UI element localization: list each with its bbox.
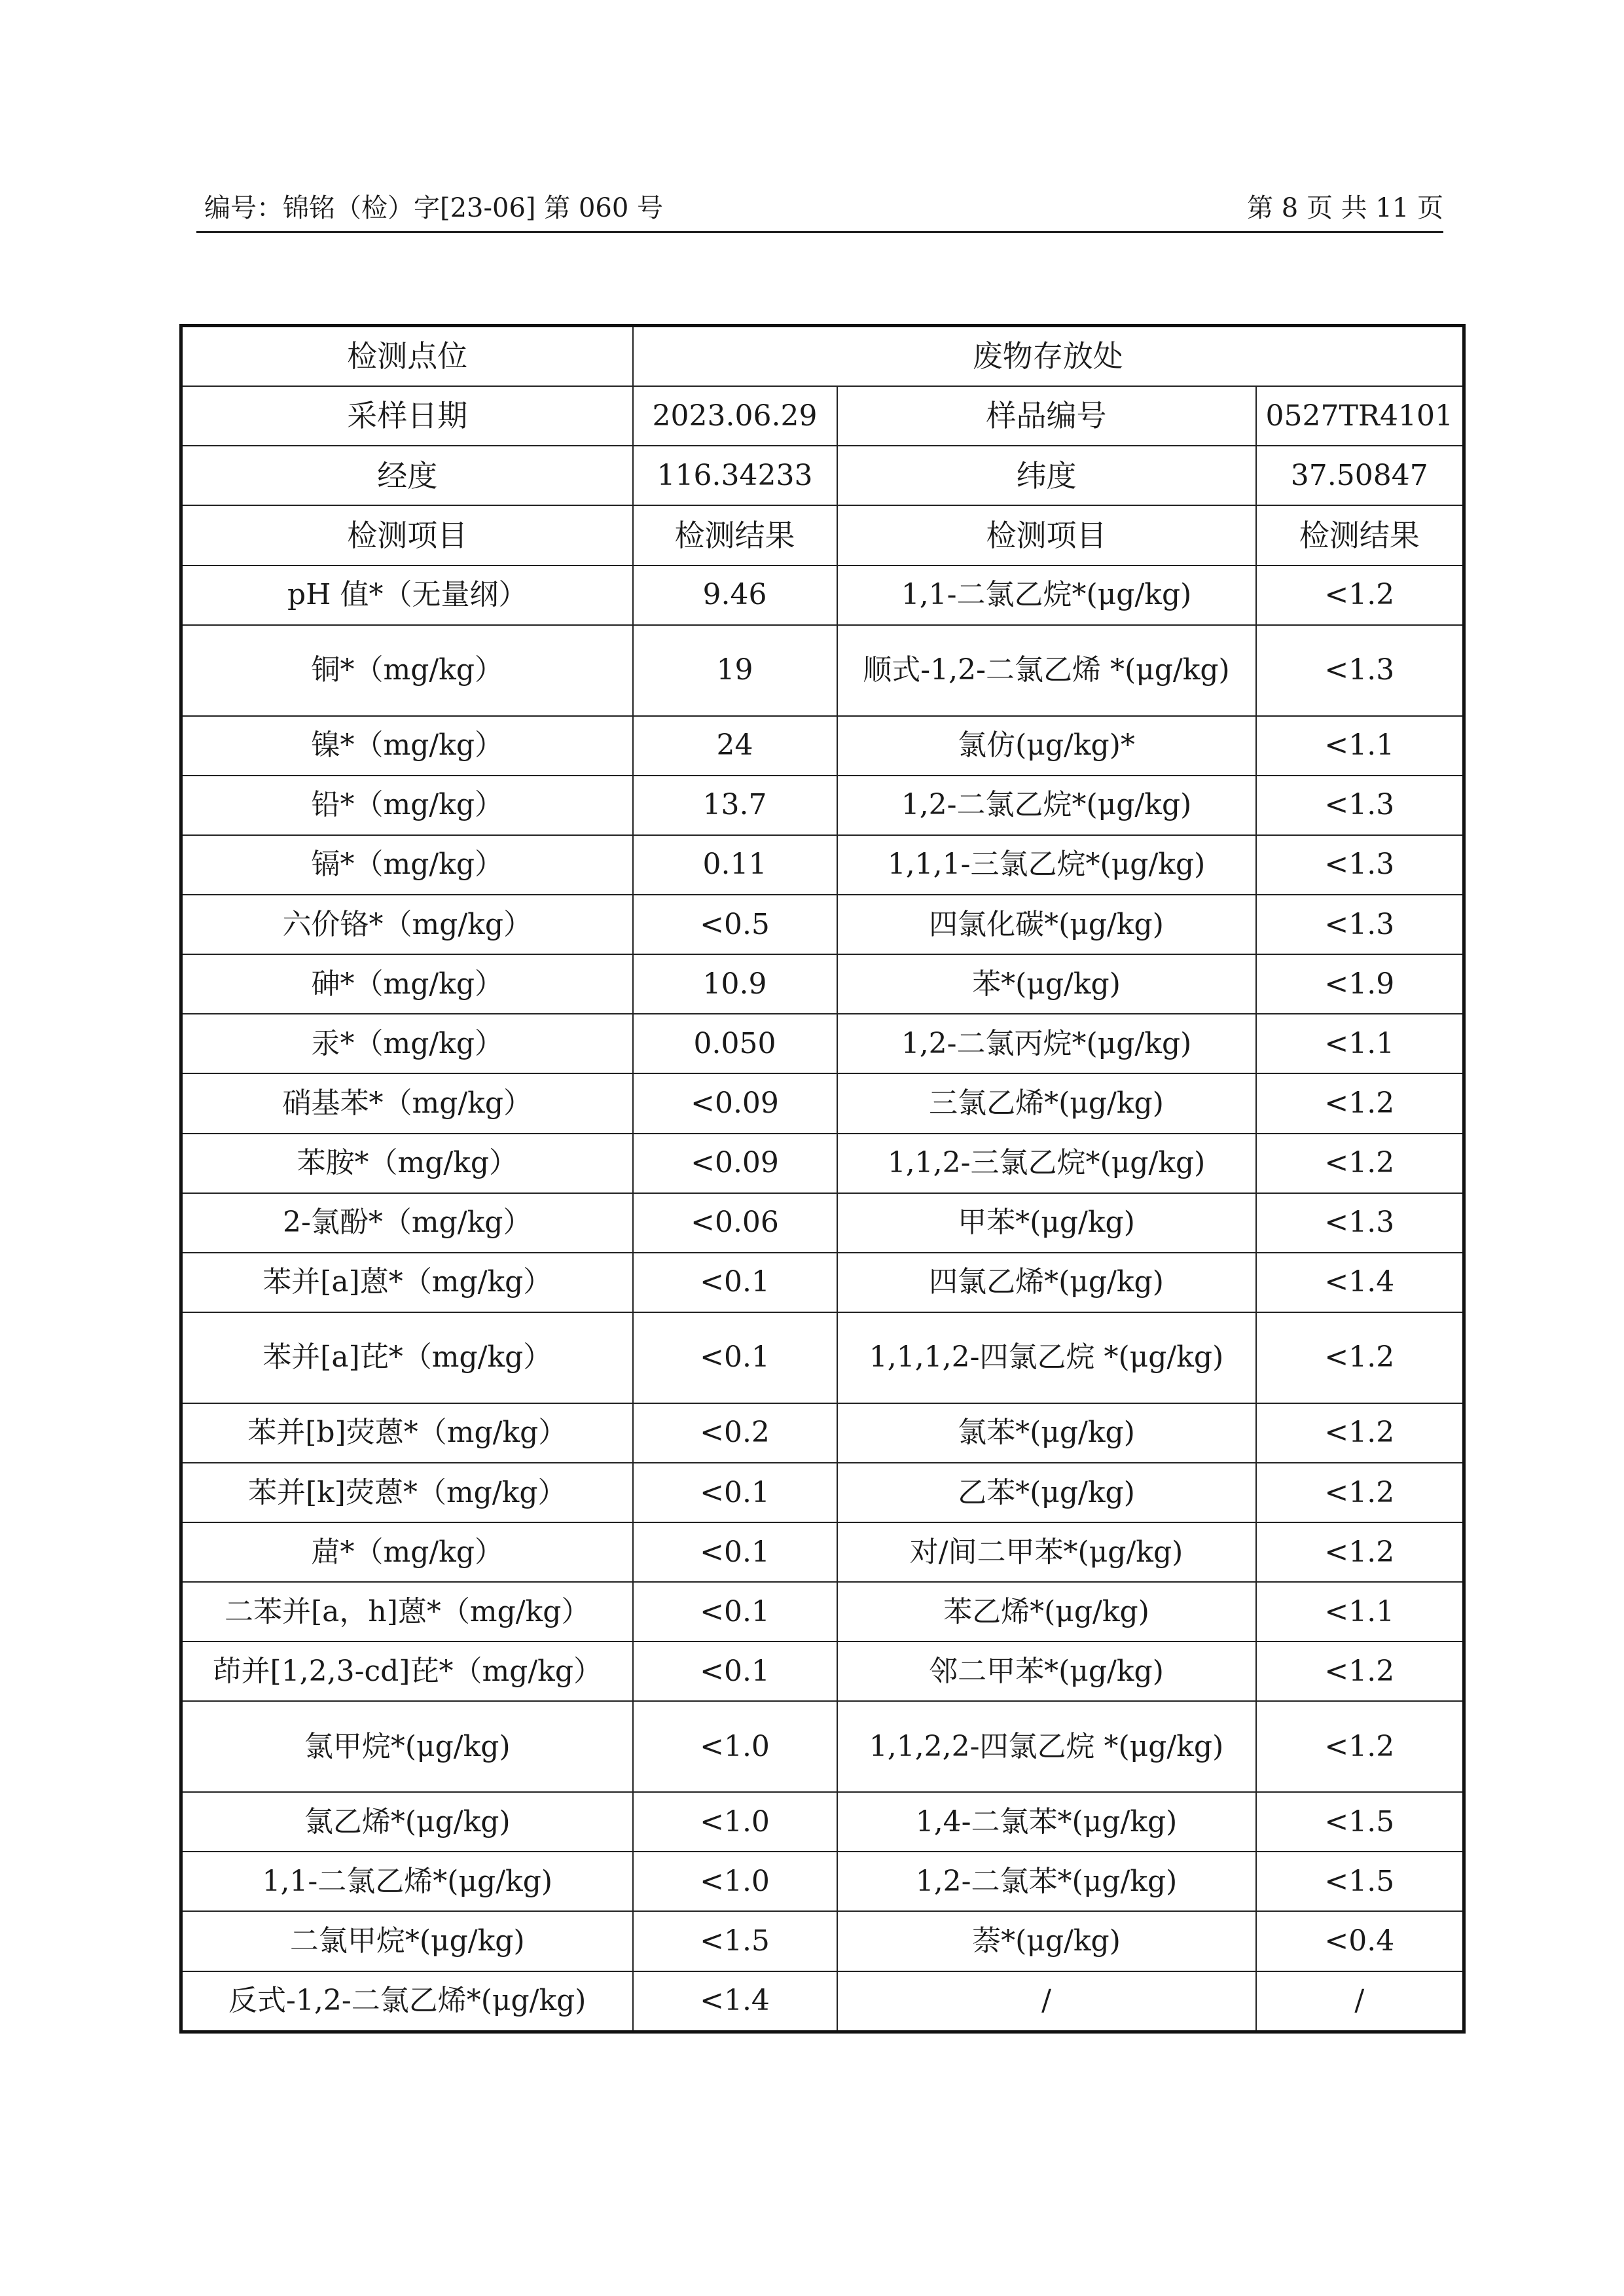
- test-item-name: 1,2-二氯丙烷*(μg/kg): [837, 1014, 1256, 1073]
- test-item-name: 氯苯*(μg/kg): [837, 1403, 1256, 1463]
- test-result-value: <1.2: [1256, 1073, 1464, 1133]
- table-row: [181, 835, 1464, 895]
- sampling-date-label: 采样日期: [181, 386, 633, 446]
- test-item-name: 1,1-二氯乙烷*(μg/kg): [837, 565, 1256, 625]
- test-item-name: 茚并[1,2,3-cd]芘*（mg/kg）: [181, 1641, 633, 1701]
- test-result-value: <0.09: [633, 1134, 837, 1193]
- test-item-name: 1,1-二氯乙烯*(μg/kg): [181, 1852, 633, 1911]
- test-item-name: 苯乙烯*(μg/kg): [837, 1582, 1256, 1641]
- item-header-right: 检测项目: [837, 505, 1256, 565]
- row-sampling-date: [181, 386, 1464, 446]
- table-row: [181, 625, 1464, 716]
- test-result-value: <0.5: [633, 895, 837, 954]
- sample-number-label: 样品编号: [837, 386, 1256, 446]
- test-result-value: <1.5: [633, 1911, 837, 1971]
- test-item-name: 1,4-二氯苯*(μg/kg): [837, 1792, 1256, 1852]
- page-header: [196, 185, 1443, 233]
- test-result-value: 13.7: [633, 776, 837, 835]
- table-row: [181, 1134, 1464, 1193]
- test-results-table: [179, 324, 1466, 2034]
- table-row: [181, 1971, 1464, 2032]
- test-result-value: <1.5: [1256, 1852, 1464, 1911]
- row-column-headers: [181, 505, 1464, 565]
- test-result-value: 10.9: [633, 954, 837, 1014]
- latitude-value: 37.50847: [1256, 446, 1464, 505]
- test-result-value: 19: [633, 625, 837, 716]
- sampling-point-value: 废物存放处: [633, 326, 1464, 387]
- test-item-name: 邻二甲苯*(μg/kg): [837, 1641, 1256, 1701]
- test-item-name: 苯并[b]荧蒽*（mg/kg）: [181, 1403, 633, 1463]
- test-result-value: <1.3: [1256, 835, 1464, 895]
- test-item-name: 1,1,2,2-四氯乙烷 *(μg/kg): [837, 1701, 1256, 1792]
- test-item-name: 苯*(μg/kg): [837, 954, 1256, 1014]
- page-indicator: 第 8 页 共 11 页: [1247, 193, 1443, 223]
- item-header-left: 检测项目: [181, 505, 633, 565]
- test-result-value: <1.0: [633, 1852, 837, 1911]
- test-result-value: <0.1: [633, 1312, 837, 1403]
- test-item-name: 顺式-1,2-二氯乙烯 *(μg/kg): [837, 625, 1256, 716]
- row-coordinates: [181, 446, 1464, 505]
- test-result-value: <1.0: [633, 1701, 837, 1792]
- test-result-value: <1.2: [1256, 1522, 1464, 1582]
- test-item-name: 苯胺*（mg/kg）: [181, 1134, 633, 1193]
- table-row: [181, 1193, 1464, 1253]
- latitude-label: 纬度: [837, 446, 1256, 505]
- test-item-name: 苯并[k]荧蒽*（mg/kg）: [181, 1463, 633, 1522]
- longitude-label: 经度: [181, 446, 633, 505]
- test-result-value: <1.2: [1256, 1641, 1464, 1701]
- test-result-value: <1.0: [633, 1792, 837, 1852]
- test-result-value: <0.09: [633, 1073, 837, 1133]
- test-item-name: 氯乙烯*(μg/kg): [181, 1792, 633, 1852]
- test-item-name: 氯甲烷*(μg/kg): [181, 1701, 633, 1792]
- longitude-value: 116.34233: [633, 446, 837, 505]
- test-item-name: 1,1,1-三氯乙烷*(μg/kg): [837, 835, 1256, 895]
- table-row: [181, 1792, 1464, 1852]
- test-result-value: <1.2: [1256, 1312, 1464, 1403]
- test-result-value: 24: [633, 716, 837, 776]
- test-result-value: <0.4: [1256, 1911, 1464, 1971]
- test-result-value: <1.2: [1256, 1134, 1464, 1193]
- table-row: [181, 1014, 1464, 1073]
- table-row: [181, 716, 1464, 776]
- test-result-value: <1.5: [1256, 1792, 1464, 1852]
- test-result-value: <1.2: [1256, 1701, 1464, 1792]
- test-item-name: 三氯乙烯*(μg/kg): [837, 1073, 1256, 1133]
- test-result-value: <0.1: [633, 1463, 837, 1522]
- test-item-name: 四氯化碳*(μg/kg): [837, 895, 1256, 954]
- test-result-value: <1.1: [1256, 1014, 1464, 1073]
- test-item-name: 反式-1,2-二氯乙烯*(μg/kg): [181, 1971, 633, 2032]
- test-item-name: 苯并[a]芘*（mg/kg）: [181, 1312, 633, 1403]
- test-result-value: <0.2: [633, 1403, 837, 1463]
- test-item-name: 萘*(μg/kg): [837, 1911, 1256, 1971]
- test-result-value: <1.4: [633, 1971, 837, 2032]
- test-item-name: 对/间二甲苯*(μg/kg): [837, 1522, 1256, 1582]
- table-row: [181, 1253, 1464, 1312]
- table-row: [181, 1641, 1464, 1701]
- table-row: [181, 1463, 1464, 1522]
- table-row: [181, 776, 1464, 835]
- table-row: [181, 565, 1464, 625]
- test-item-name: 铜*（mg/kg）: [181, 625, 633, 716]
- test-item-name: 六价铬*（mg/kg）: [181, 895, 633, 954]
- test-item-name: 硝基苯*（mg/kg）: [181, 1073, 633, 1133]
- table-row: [181, 954, 1464, 1014]
- table-row: [181, 1582, 1464, 1641]
- test-item-name: 1,2-二氯苯*(μg/kg): [837, 1852, 1256, 1911]
- test-result-value: 0.11: [633, 835, 837, 895]
- test-result-value: 0.050: [633, 1014, 837, 1073]
- test-result-value: <1.3: [1256, 776, 1464, 835]
- sample-number-value: 0527TR4101: [1256, 386, 1464, 446]
- table-row: [181, 1911, 1464, 1971]
- document-number: 编号：锦铭（检）字[23-06] 第 060 号: [204, 193, 664, 223]
- test-result-value: <1.2: [1256, 1463, 1464, 1522]
- table-row: [181, 1522, 1464, 1582]
- test-item-name: /: [837, 1971, 1256, 2032]
- test-item-name: 苯并[a]蒽*（mg/kg）: [181, 1253, 633, 1312]
- test-result-value: <1.1: [1256, 1582, 1464, 1641]
- test-item-name: 铅*（mg/kg）: [181, 776, 633, 835]
- test-item-name: 二苯并[a，h]蒽*（mg/kg）: [181, 1582, 633, 1641]
- test-result-value: <1.3: [1256, 625, 1464, 716]
- test-item-name: pH 值*（无量纲）: [181, 565, 633, 625]
- test-result-value: 9.46: [633, 565, 837, 625]
- test-item-name: 镍*（mg/kg）: [181, 716, 633, 776]
- test-result-value: <1.9: [1256, 954, 1464, 1014]
- table-row: [181, 1312, 1464, 1403]
- test-result-value: <0.1: [633, 1582, 837, 1641]
- test-item-name: 砷*（mg/kg）: [181, 954, 633, 1014]
- test-result-value: <0.1: [633, 1641, 837, 1701]
- test-result-value: <1.4: [1256, 1253, 1464, 1312]
- test-result-value: <1.2: [1256, 1403, 1464, 1463]
- test-item-name: 1,2-二氯乙烷*(μg/kg): [837, 776, 1256, 835]
- sampling-point-label: 检测点位: [181, 326, 633, 387]
- red-seal-stamp: [1597, 1374, 1624, 1715]
- test-result-value: <1.2: [1256, 565, 1464, 625]
- table-row: [181, 895, 1464, 954]
- test-item-name: 四氯乙烯*(μg/kg): [837, 1253, 1256, 1312]
- test-item-name: 二氯甲烷*(μg/kg): [181, 1911, 633, 1971]
- test-result-value: <1.1: [1256, 716, 1464, 776]
- test-result-value: <0.06: [633, 1193, 837, 1253]
- test-item-name: 1,1,1,2-四氯乙烷 *(μg/kg): [837, 1312, 1256, 1403]
- test-item-name: 䓛*（mg/kg）: [181, 1522, 633, 1582]
- test-item-name: 乙苯*(μg/kg): [837, 1463, 1256, 1522]
- table-row: [181, 1073, 1464, 1133]
- test-result-value: <1.3: [1256, 1193, 1464, 1253]
- test-result-value: /: [1256, 1971, 1464, 2032]
- test-result-value: <0.1: [633, 1253, 837, 1312]
- table-row: [181, 1403, 1464, 1463]
- result-header-left: 检测结果: [633, 505, 837, 565]
- table-row: [181, 1852, 1464, 1911]
- test-item-name: 1,1,2-三氯乙烷*(μg/kg): [837, 1134, 1256, 1193]
- row-sampling-point: [181, 326, 1464, 387]
- test-result-value: <1.3: [1256, 895, 1464, 954]
- sampling-date-value: 2023.06.29: [633, 386, 837, 446]
- test-item-name: 甲苯*(μg/kg): [837, 1193, 1256, 1253]
- result-header-right: 检测结果: [1256, 505, 1464, 565]
- table-row: [181, 1701, 1464, 1792]
- test-result-value: <0.1: [633, 1522, 837, 1582]
- test-item-name: 2-氯酚*（mg/kg）: [181, 1193, 633, 1253]
- test-item-name: 汞*（mg/kg）: [181, 1014, 633, 1073]
- test-item-name: 氯仿(μg/kg)*: [837, 716, 1256, 776]
- test-item-name: 镉*（mg/kg）: [181, 835, 633, 895]
